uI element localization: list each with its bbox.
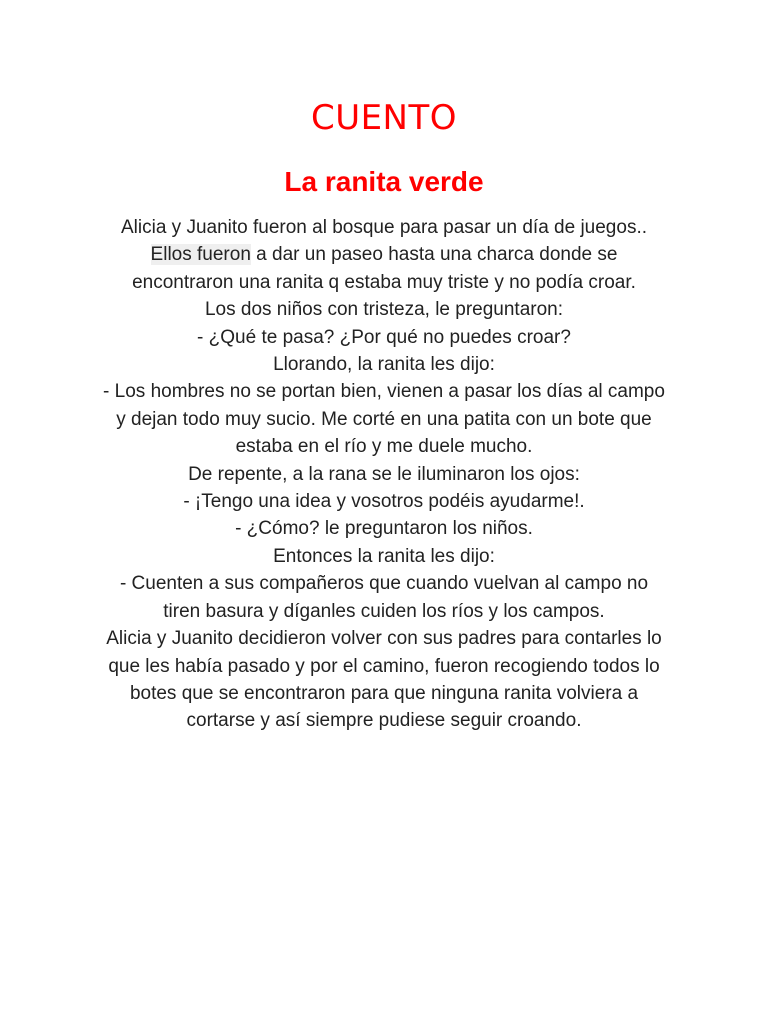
story-paragraph: Alicia y Juanito decidieron volver con sus padres para contarles lo que les había pasado y por el camino, fueron recogiendo todos lo botes que se encontraron para que ninguna ranita volviera a cortarse y así siempre pudiese seguir croando.: [106, 628, 662, 732]
story-paragraph-rest: a dar un paseo hasta una charca donde se encontraron una ranita q estaba muy triste y no podía croar.: [132, 244, 636, 293]
story-paragraph: [100, 241, 668, 296]
document-heading: CUENTO: [310, 98, 458, 138]
story-paragraph: - ¡Tengo una idea y vosotros podéis ayudarme!.: [183, 491, 585, 513]
story-paragraph: Alicia y Juanito fueron al bosque para pasar un día de juegos..: [120, 217, 648, 238]
story-paragraph: - ¿Qué te pasa? ¿Por qué no puedes croar?: [197, 326, 571, 348]
story-paragraph: Los dos niños con tristeza, le preguntaron:: [204, 299, 564, 321]
story-paragraph: Llorando, la ranita les dijo:: [273, 354, 495, 376]
story-paragraph: Entonces la ranita les dijo:: [273, 545, 495, 567]
story-paragraph: - ¿Cómo? le preguntaron los niños.: [235, 518, 533, 540]
story-title: La ranita verde: [284, 166, 484, 197]
story-paragraph: - Cuenten a sus compañeros que cuando vuelvan al campo no tiren basura y díganles cuiden los ríos y los campos.: [119, 573, 649, 622]
highlighted-text: Ellos fueron: [150, 244, 251, 266]
story-body: [100, 214, 668, 735]
story-paragraph: - Los hombres no se portan bien, vienen a pasar los días al campo y dejan todo muy sucio. Me corté en una patita con un bote que estaba en el río y me duele mucho.: [103, 381, 665, 458]
story-paragraph: De repente, a la rana se le iluminaron los ojos:: [188, 463, 580, 485]
